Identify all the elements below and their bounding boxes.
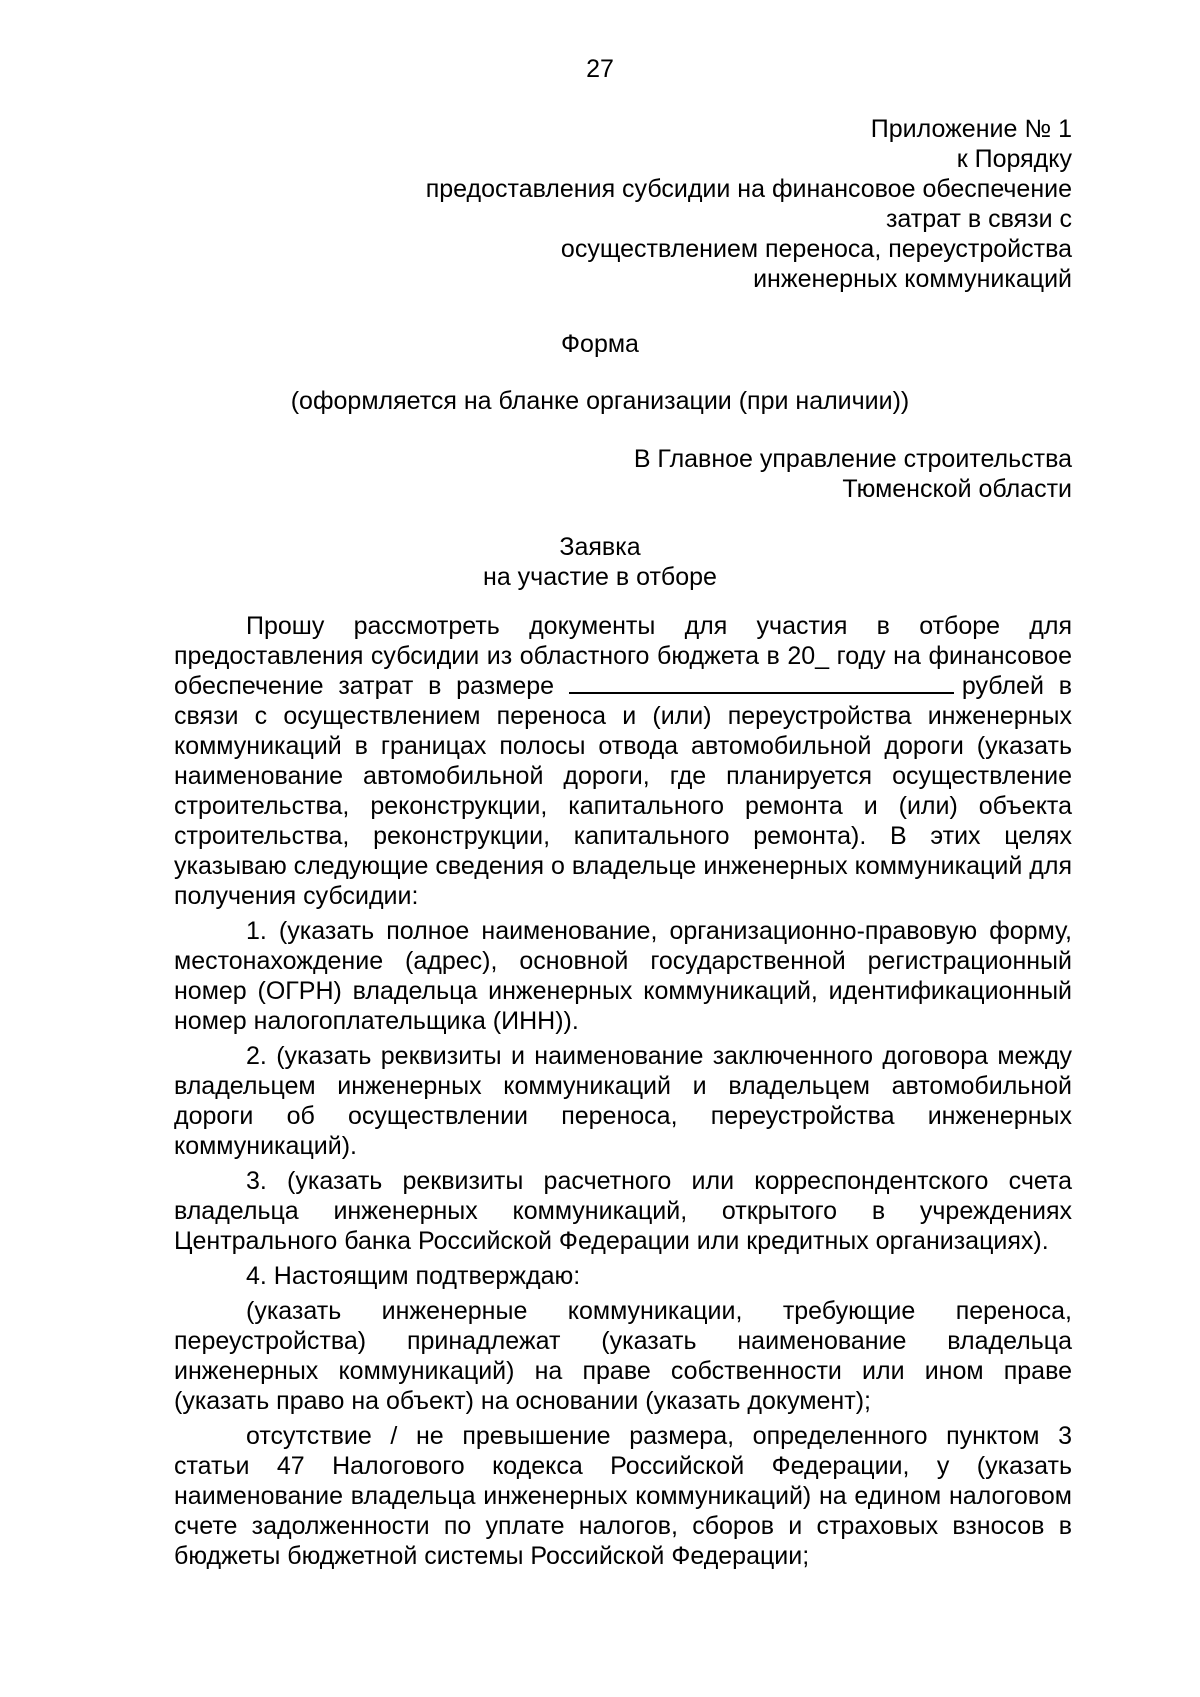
document-body	[174, 611, 1072, 1576]
item-4-paragraph-1: (указать инженерные коммуникации, требующие переноса, переустройства) принадлежат (указать наименование владельца инженерных коммуникаций) на праве собственности или ином праве (указать право на объект) на основании (указать документ);	[174, 1297, 1072, 1415]
addressee-line: В Главное управление строительства	[633, 445, 1072, 473]
intro-text-cont: рублей в связи с осуществлением переноса и (или) переустройства инженерных коммуникаций в границах полосы отвода автомобильной дороги (указать наименование автомобильной дороги, где планируется осуществление строительства, реконструкции, капитального ремонта и (или) объекта строительства, реконструкции, капитального ремонта). В этих целях указываю следующие сведения о владельце инженерных коммуникаций для получения субсидии:	[174, 672, 1072, 910]
item-3: 3. (указать реквизиты расчетного или корреспондентского счета владельца инженерных коммуникаций, открытого в учреждениях Центрального банка Российской Федерации или кредитных организациях).	[174, 1167, 1072, 1255]
intro-paragraph	[174, 611, 1072, 911]
appendix-line: осуществлением переноса, переустройства	[560, 235, 1072, 263]
item-4: 4. Настоящим подтверждаю:	[246, 1262, 581, 1290]
item-4-paragraph-2: отсутствие / не превышение размера, определенного пунктом 3 статьи 47 Налогового кодекса Российской Федерации, у (указать наименование владельца инженерных коммуникаций) на едином налоговом счете задолженности по уплате налогов, сборов и страховых взносов в бюджеты бюджетной системы Российской Федерации;	[174, 1422, 1072, 1570]
appendix-line: предоставления субсидии на финансовое обеспечение	[425, 175, 1072, 203]
document-title	[0, 532, 1200, 592]
intro-text: Прошу рассмотреть документы для участия в отборе для предоставления субсидии из областного бюджета в 20_ году на финансовое обеспечение затрат в размере	[174, 612, 1072, 700]
form-label: Форма	[561, 330, 639, 358]
appendix-line: инженерных коммуникаций	[753, 265, 1072, 293]
form-note: (оформляется на бланке организации (при наличии))	[290, 387, 910, 415]
addressee	[512, 444, 1072, 504]
title-line: Заявка	[559, 533, 641, 561]
appendix-line: Приложение № 1	[870, 115, 1072, 143]
appendix-line: к Порядку	[956, 145, 1072, 173]
page-number: 27	[586, 55, 614, 83]
item-2: 2. (указать реквизиты и наименование заключенного договора между владельцем инженерных коммуникаций и владельцем автомобильной дороги об осуществлении переноса, переустройства инженерных коммуникаций).	[174, 1042, 1072, 1160]
item-1: 1. (указать полное наименование, организационно-правовую форму, местонахождение (адрес), основной государственной регистрационный номер (ОГРН) владельца инженерных коммуникаций, идентификационный номер налогоплательщика (ИНН)).	[174, 917, 1072, 1035]
appendix-header	[312, 114, 1072, 294]
title-subline: на участие в отборе	[483, 563, 717, 591]
addressee-line: Тюменской области	[842, 475, 1072, 503]
appendix-line: затрат в связи с	[885, 205, 1072, 233]
amount-blank-line	[569, 671, 954, 694]
